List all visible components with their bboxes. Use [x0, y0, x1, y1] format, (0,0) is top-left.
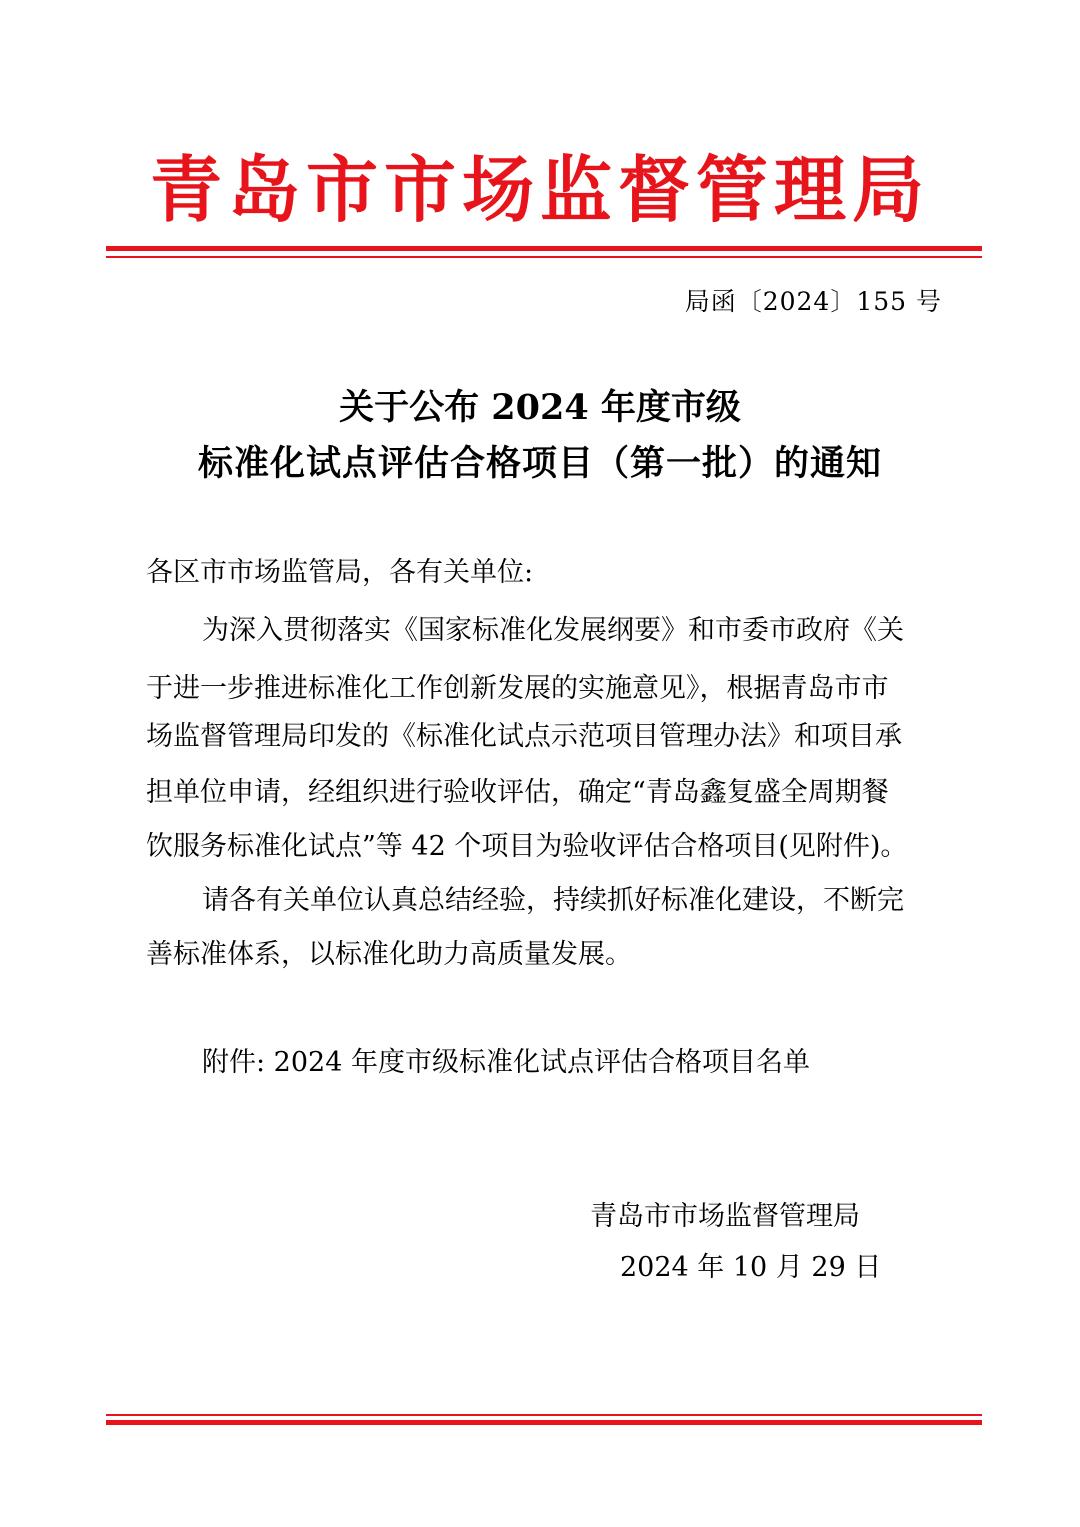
- paragraph-1-line-2: 于进一步推进标准化工作创新发展的实施意见》，根据青岛市市: [146, 673, 889, 704]
- footer-divider-thin-line: [106, 1414, 982, 1416]
- attachment-note: 附件: 2024 年度市级标准化试点评估合格项目名单: [202, 1047, 810, 1078]
- notice-title-line-2: 标准化试点评估合格项目（第一批）的通知: [197, 443, 882, 484]
- paragraph-1-line-4: 担单位申请，经组织进行验收评估，确定“青岛鑫复盛全周期餐: [146, 777, 889, 808]
- header-divider-thin-line: [106, 256, 982, 258]
- header-divider-thick-line: [106, 246, 982, 251]
- header-divider: [106, 246, 982, 260]
- letterhead-organization: 青岛市市场监督管理局: [149, 147, 930, 232]
- footer-divider: [106, 1414, 982, 1428]
- paragraph-1-line-3: 场监督管理局印发的《标准化试点示范项目管理办法》和项目承: [146, 721, 902, 752]
- paragraph-1-line-1: 为深入贯彻落实《国家标准化发展纲要》和市委市政府《关: [202, 615, 904, 646]
- notice-title-line-1: 关于公布 2024 年度市级: [339, 387, 741, 428]
- signature-organization: 青岛市市场监督管理局: [590, 1201, 860, 1232]
- footer-divider-thick-line: [106, 1420, 982, 1425]
- signature-date: 2024 年 10 月 29 日: [620, 1252, 882, 1283]
- paragraph-2-line-2: 善标准体系，以标准化助力高质量发展。: [146, 939, 632, 970]
- paragraph-2-line-1: 请各有关单位认真总结经验，持续抓好标准化建设，不断完: [202, 885, 904, 916]
- paragraph-1-line-5: 饮服务标准化试点”等 42 个项目为验收评估合格项目(见附件)。: [146, 831, 908, 862]
- document-number: 局函〔2024〕155 号: [684, 287, 942, 316]
- salutation: 各区市市场监管局，各有关单位:: [146, 557, 534, 588]
